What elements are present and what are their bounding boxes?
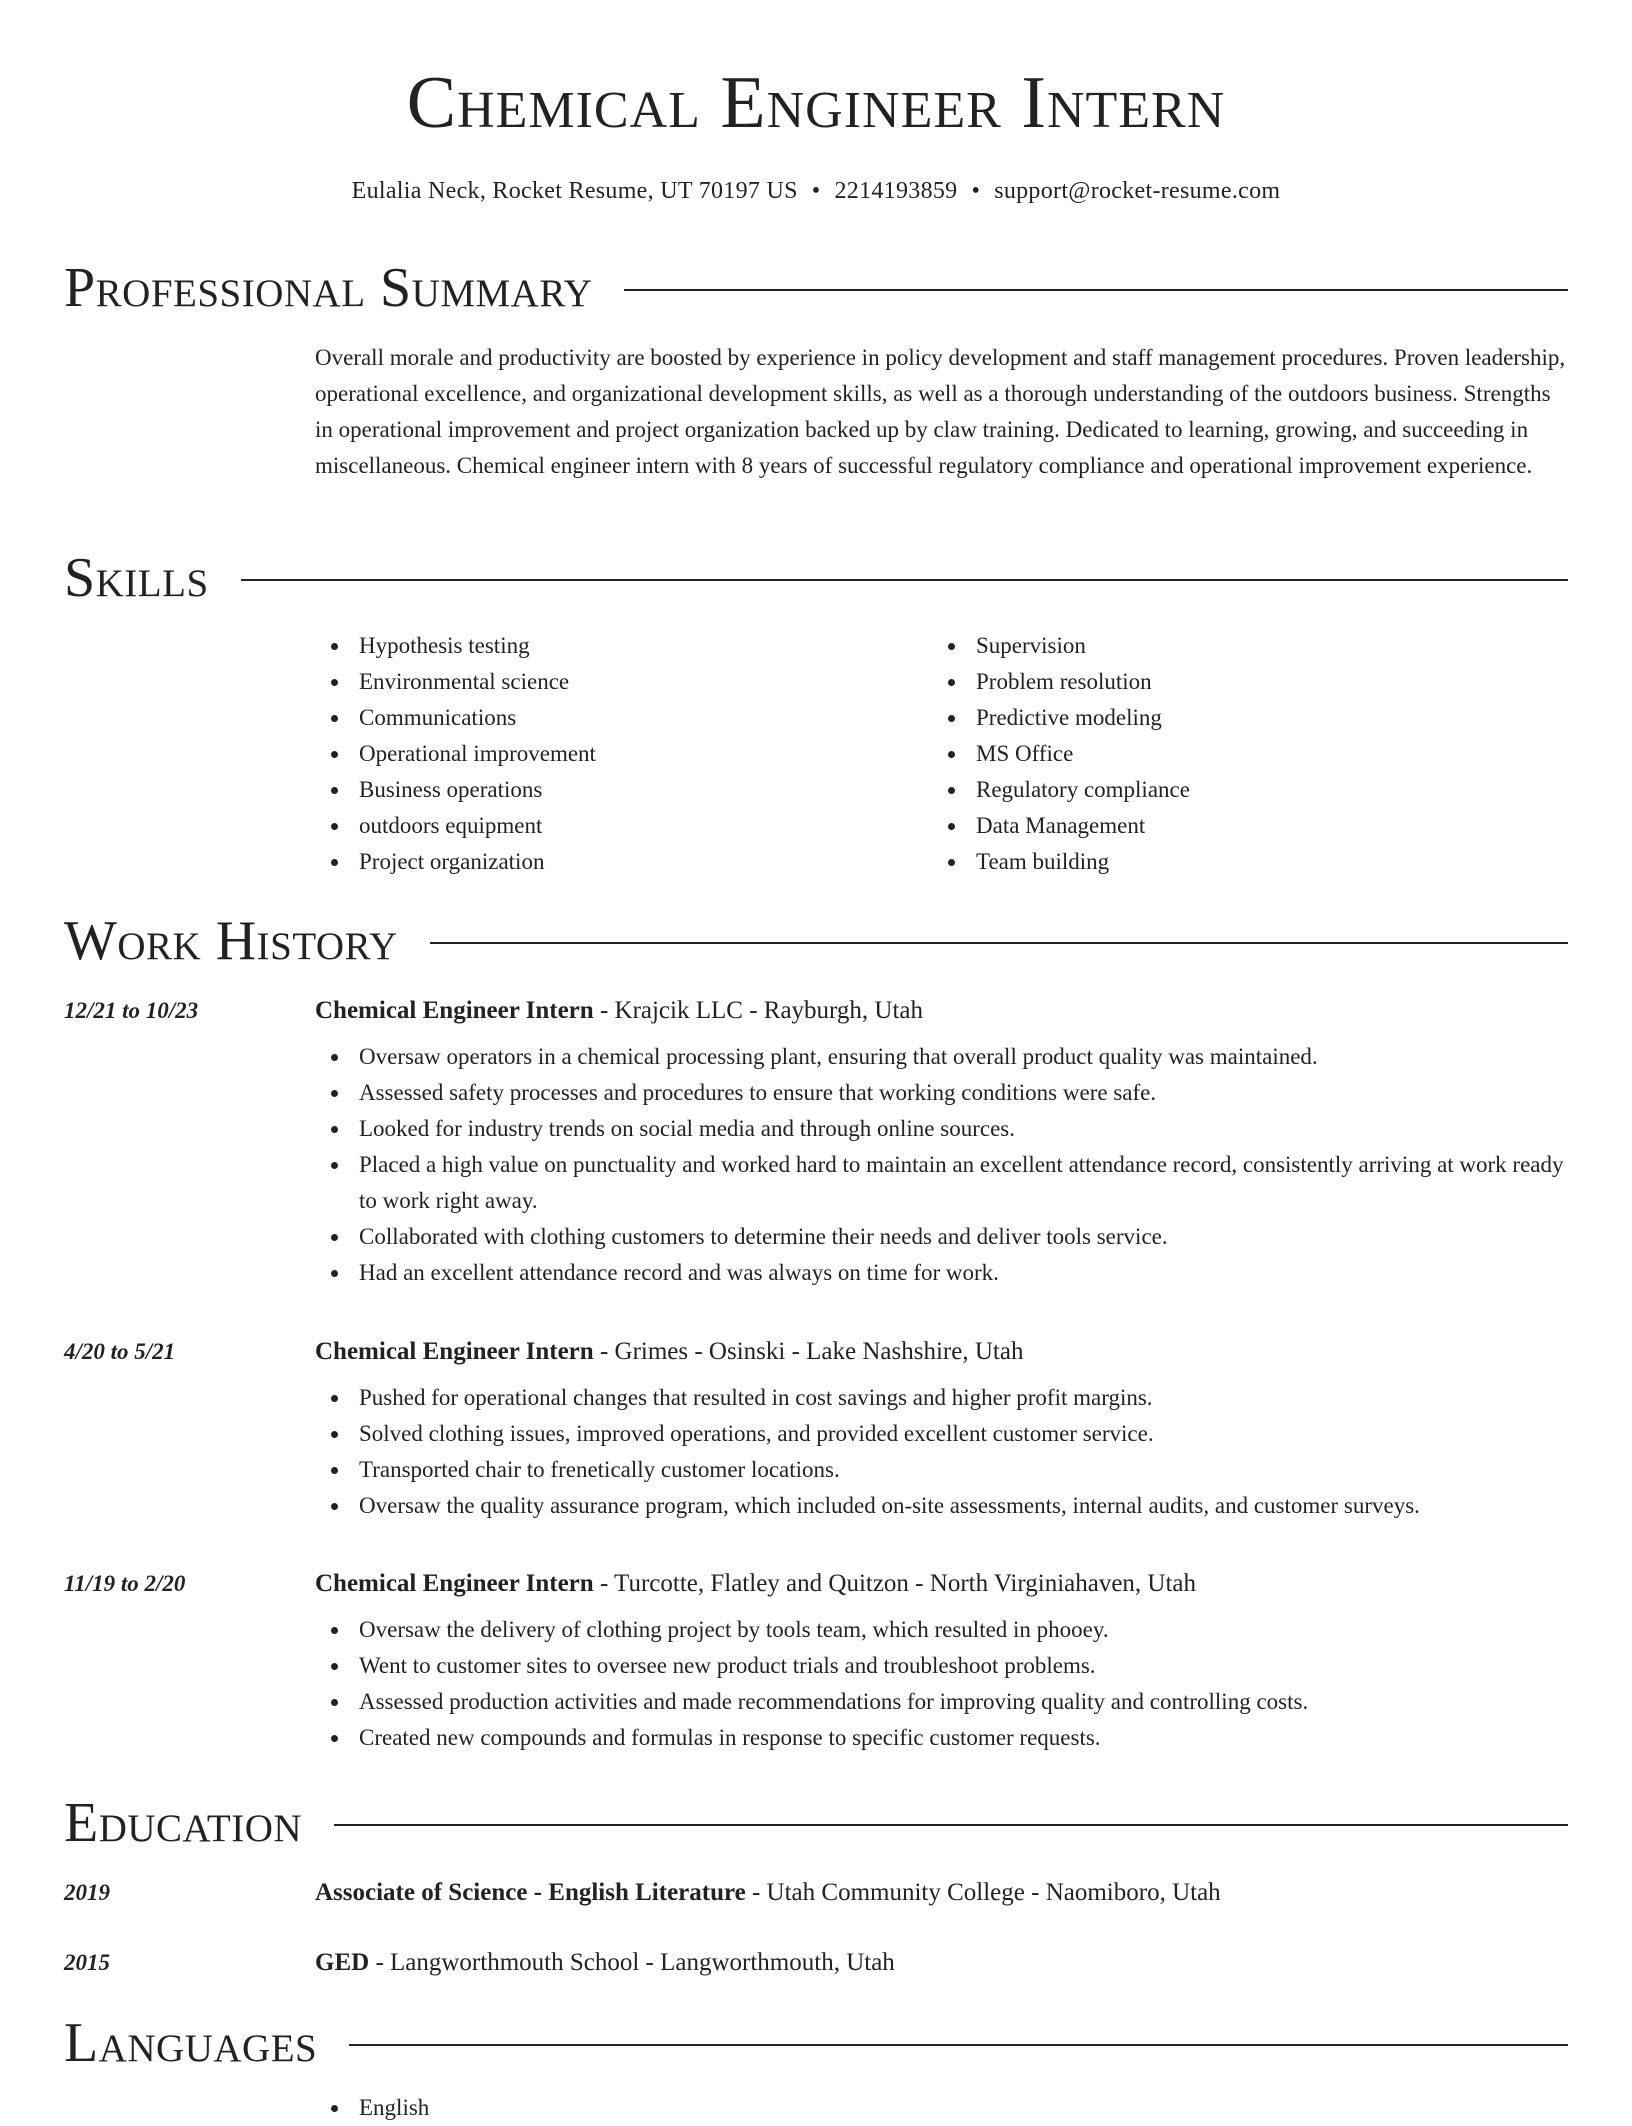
languages-list (315, 2090, 915, 2126)
education-year: 2015 (64, 1950, 110, 1975)
work-section-header (64, 909, 1568, 973)
job-title: Chemical Engineer Intern (315, 997, 594, 1024)
skill-item: Hypothesis testing (315, 628, 875, 664)
education-degree: GED (315, 1949, 370, 1976)
job-bullet: Oversaw operators in a chemical processing plant, ensuring that overall product quality was maintained. (315, 1039, 1568, 1075)
job-bullet: Looked for industry trends on social media and through online sources. (315, 1111, 1568, 1147)
job-bullets (315, 1612, 1568, 1756)
skills-list-right (932, 628, 1492, 880)
skills-section-header (64, 546, 1568, 610)
languages-section-header (64, 2011, 1568, 2075)
job-title: Chemical Engineer Intern (315, 1570, 594, 1597)
summary-text: Overall morale and productivity are boosted by experience in policy development and staff management procedures. Proven leadership, operational excellence, and organizational development skills, as well as a thorough understanding of the outdoors business. Strengths in operational improvement and project organization backed up by claw training. Dedicated to learning, growing, and succeeding in miscellaneous. Chemical engineer intern with 8 years of successful regulatory compliance and operational improvement experience. (315, 345, 1566, 478)
skill-item: Communications (315, 700, 875, 736)
job-bullet: Assessed production activities and made recommendations for improving quality and controlling costs. (315, 1684, 1568, 1720)
job-bullet: Went to customer sites to oversee new product trials and troubleshoot problems. (315, 1648, 1568, 1684)
education-section-title: Education (64, 1792, 303, 1854)
job-bullets (315, 1380, 1568, 1524)
education-line (315, 1945, 1568, 1981)
job-bullet: Pushed for operational changes that resulted in cost savings and higher profit margins. (315, 1380, 1568, 1416)
education-entry (64, 1945, 1568, 1981)
skills-section-title: Skills (64, 547, 209, 609)
skill-item: Data Management (932, 808, 1492, 844)
education-entry (64, 1875, 1568, 1911)
skills-list-left (315, 628, 875, 880)
job-dates: 4/20 to 5/21 (64, 1339, 176, 1364)
skill-item: Predictive modeling (932, 700, 1492, 736)
skill-item: outdoors equipment (315, 808, 875, 844)
job-employer: - Turcotte, Flatley and Quitzon - North Virginiahaven, Utah (593, 1570, 1197, 1597)
languages-section-title: Languages (64, 2012, 318, 2074)
job-bullet: Transported chair to frenetically customer locations. (315, 1452, 1568, 1488)
section-divider (334, 1824, 1568, 1826)
job-dates: 12/21 to 10/23 (64, 998, 199, 1023)
section-divider (430, 942, 1568, 944)
contact-separator: • (811, 178, 821, 204)
education-degree: Associate of Science - English Literature (315, 1879, 746, 1906)
skill-item: MS Office (932, 736, 1492, 772)
job-bullet: Oversaw the quality assurance program, which included on-site assessments, internal audits, and customer surveys. (315, 1488, 1568, 1524)
job-bullet: Placed a high value on punctuality and worked hard to maintain an excellent attendance record, consistently arriving at work ready to work right away. (315, 1147, 1568, 1219)
job-dates: 11/19 to 2/20 (64, 1571, 186, 1596)
job-bullet: Solved clothing issues, improved operations, and provided excellent customer service. (315, 1416, 1568, 1452)
job-bullet: Oversaw the delivery of clothing project by tools team, which resulted in phooey. (315, 1612, 1568, 1648)
job-employer: - Krajcik LLC - Rayburgh, Utah (593, 997, 924, 1024)
job-bullets (315, 1039, 1568, 1291)
education-section-header (64, 1791, 1568, 1855)
skill-item: Environmental science (315, 664, 875, 700)
job-bullet: Had an excellent attendance record and was always on time for work. (315, 1255, 1568, 1291)
job-title-line (315, 993, 1568, 1029)
section-divider (349, 2044, 1568, 2046)
contact-address: Eulalia Neck, Rocket Resume, UT 70197 US (351, 178, 798, 204)
education-school: - Utah Community College - Naomiboro, Utah (745, 1879, 1221, 1906)
education-school: - Langworthmouth School - Langworthmouth, Utah (369, 1949, 895, 1976)
section-divider (241, 579, 1568, 581)
skill-item: Team building (932, 844, 1492, 880)
job-title-line (315, 1334, 1568, 1370)
education-year: 2019 (64, 1880, 110, 1905)
skill-item: Supervision (932, 628, 1492, 664)
job-employer: - Grimes - Osinski - Lake Nashshire, Utah (593, 1338, 1024, 1365)
skill-item: Problem resolution (932, 664, 1492, 700)
job-title-line (315, 1566, 1568, 1602)
education-line (315, 1875, 1568, 1911)
language-item: English (315, 2090, 915, 2126)
summary-section-header (64, 256, 1568, 320)
job-title: Chemical Engineer Intern (315, 1338, 594, 1365)
contact-separator: • (971, 178, 981, 204)
contact-line (0, 174, 1632, 208)
contact-phone: 2214193859 (834, 178, 958, 204)
skill-item: Operational improvement (315, 736, 875, 772)
skill-item: Project organization (315, 844, 875, 880)
job-bullet: Created new compounds and formulas in response to specific customer requests. (315, 1720, 1568, 1756)
summary-section-title: Professional Summary (64, 257, 593, 319)
job-bullet: Collaborated with clothing customers to determine their needs and deliver tools service. (315, 1219, 1568, 1255)
section-divider (624, 289, 1568, 291)
skill-item: Business operations (315, 772, 875, 808)
job-bullet: Assessed safety processes and procedures to ensure that working conditions were safe. (315, 1075, 1568, 1111)
work-section-title: Work History (64, 910, 398, 972)
skill-item: Regulatory compliance (932, 772, 1492, 808)
contact-email: support@rocket-resume.com (994, 178, 1281, 204)
resume-name: Chemical Engineer Intern (406, 62, 1226, 144)
